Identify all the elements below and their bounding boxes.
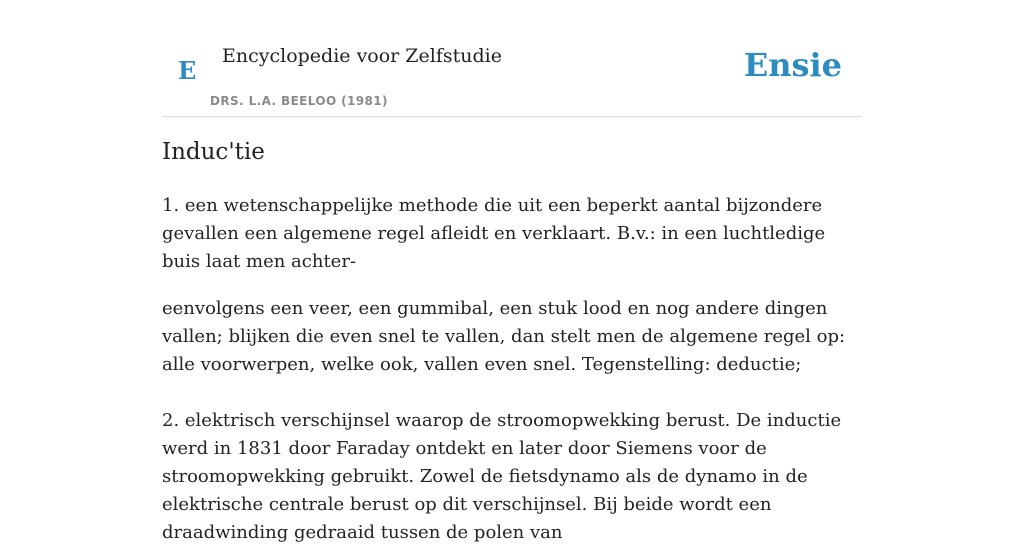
brand-logo-link[interactable]: Ensie [743,46,842,84]
paragraph: 1. een wetenschappelijke methode die uit een beperkt aantal bijzondere gevallen een algemene regel afleidt en verklaart. B.v.: in een luchtledige buis laat men achter- [162,195,826,272]
paragraph: eenvolgens een veer, een gummibal, een stuk lood en nog andere dingen vallen; blijken die even snel te vallen, dan stelt men de algemene regel op: alle voorwerpen, welke ook, vallen even snel. Tegenstelling: deductie; [162,298,846,375]
entry-title: Induc'tie [162,139,265,165]
header [162,0,862,117]
paragraph: 2. elektrisch verschijnsel waarop de stroomopwekking berust. De inductie werd in 1831 door Faraday ontdekt en later door Siemens voor de stroomopwekking gebruikt. Zowel de fietsdynamo als de dynamo in de elektrische centrale berust op dit verschijnsel. Bij beide wordt een draadwinding gedraaid tussen de polen van [162,410,842,543]
book-title: Encyclopedie voor Zelfstudie [222,45,502,67]
author-credit: DRS. L.A. BEELOO (1981) [210,94,388,108]
logo-link[interactable]: E [178,56,197,85]
